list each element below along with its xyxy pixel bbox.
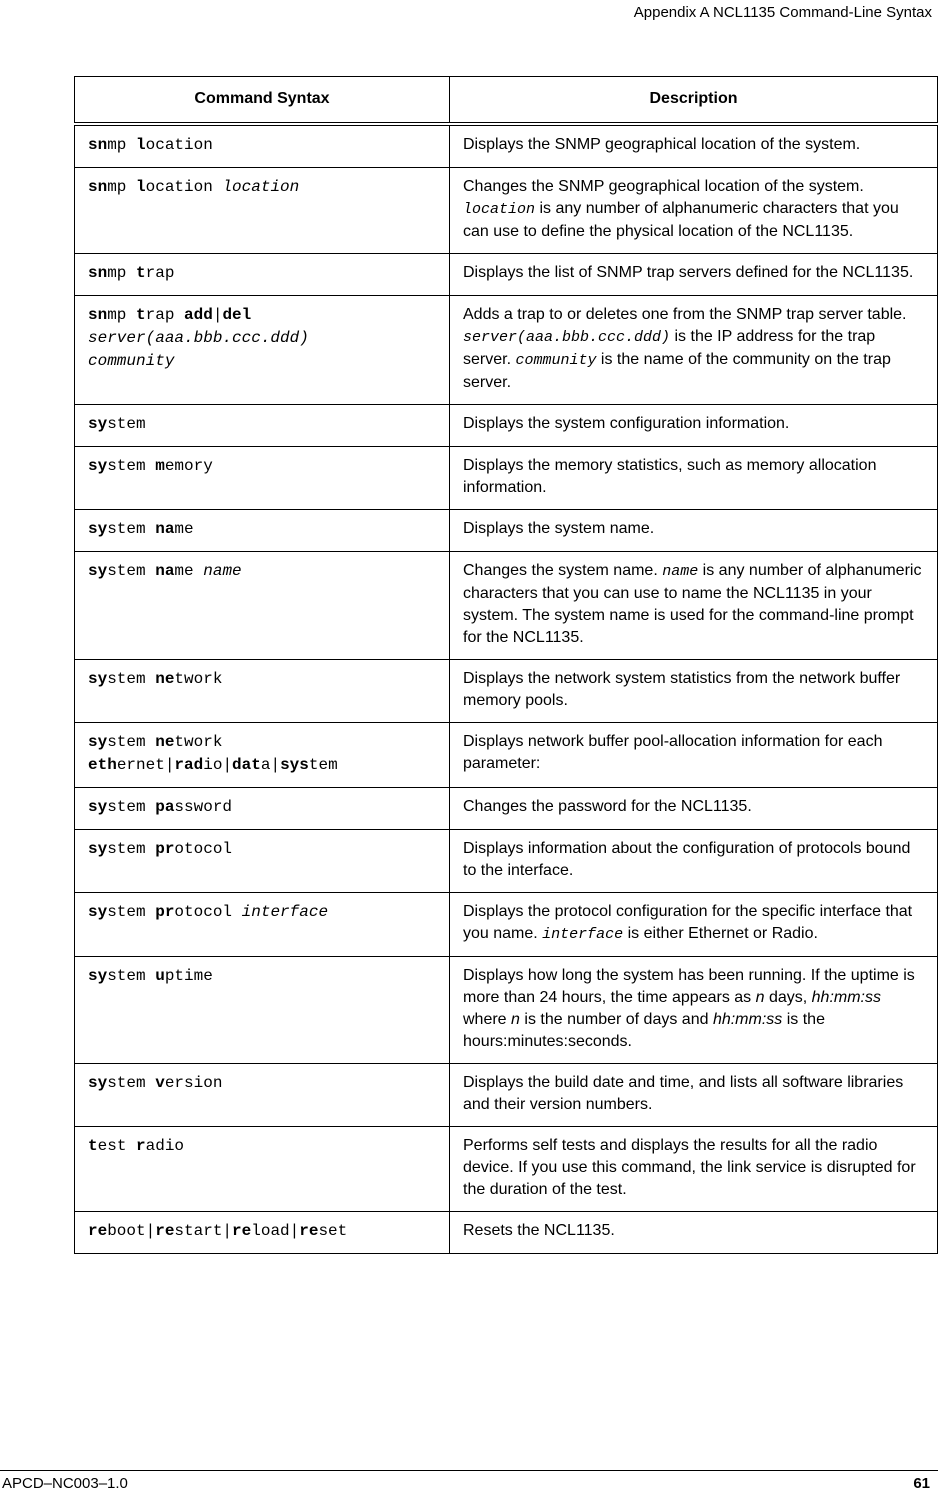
- command-token: ocation: [145, 178, 223, 196]
- command-token: sn: [88, 178, 108, 196]
- description-cell: [450, 552, 938, 660]
- command-token: stem: [107, 798, 156, 816]
- table-row: [75, 830, 938, 893]
- command-token: sy: [88, 840, 108, 858]
- command-token: ssword: [174, 798, 233, 816]
- command-token: sy: [88, 562, 108, 580]
- command-token: stem: [107, 670, 156, 688]
- description-text: [463, 1135, 925, 1201]
- table-row: [75, 168, 938, 254]
- description-fragment: Displays the build date and time, and lists all software libraries and their version numbers.: [463, 1074, 904, 1113]
- command-token: ptime: [164, 967, 213, 985]
- running-head: Appendix A NCL1135 Command-Line Syntax: [633, 4, 932, 21]
- footer-doc-id: APCD–NC003–1.0: [2, 1475, 128, 1492]
- command-token: set: [318, 1222, 348, 1240]
- description-fragment: is the hours:minutes:seconds.: [463, 1011, 825, 1050]
- command-syntax: [88, 262, 437, 285]
- parameter-token: name: [662, 563, 699, 580]
- table-row: [75, 447, 938, 510]
- table-row: [75, 1064, 938, 1127]
- command-token: start|: [174, 1222, 233, 1240]
- command-token: sy: [88, 733, 108, 751]
- description-fragment: Displays information about the configuration of protocols bound to the interface.: [463, 840, 911, 879]
- description-text: [463, 838, 925, 882]
- command-token: l: [136, 178, 146, 196]
- description-cell: [450, 1212, 938, 1254]
- table-row: [75, 723, 938, 788]
- description-cell: [450, 168, 938, 254]
- description-fragment: Performs self tests and displays the results for all the radio device. If you use this command, the link service is disrupted for the duration of the test.: [463, 1137, 916, 1198]
- command-token: stem: [107, 1074, 156, 1092]
- description-fragment: n: [755, 989, 765, 1006]
- command-token: dat: [232, 756, 261, 774]
- command-syntax: [88, 560, 437, 583]
- description-text: [463, 262, 925, 284]
- description-cell: [450, 893, 938, 957]
- command-token: mp: [107, 306, 137, 324]
- column-header-command: Command Syntax: [75, 77, 450, 125]
- table-row: [75, 405, 938, 447]
- description-fragment: Displays the list of SNMP trap servers defined for the NCL1135.: [463, 264, 914, 281]
- description-fragment: is the IP address for the trap server.: [463, 328, 876, 368]
- description-fragment: Displays the network system statistics from the network buffer memory pools.: [463, 670, 901, 709]
- command-token: sy: [88, 457, 108, 475]
- table-row: [75, 1212, 938, 1254]
- description-text: [463, 176, 925, 243]
- command-table: [74, 76, 938, 1254]
- command-token: rap: [145, 264, 175, 282]
- command-token: name: [203, 562, 242, 580]
- command-syntax: [88, 901, 437, 924]
- description-fragment: is any number of alphanumeric characters that you can use to name the NCL1135 in your system. The system name is used for the command-line prompt for the NCL1135.: [463, 562, 922, 646]
- command-token: community: [88, 352, 175, 370]
- command-token: me: [174, 562, 204, 580]
- command-token: io|: [203, 756, 233, 774]
- description-fragment: Adds a trap to or deletes one from the SNMP trap server table.: [463, 306, 907, 323]
- table-row: [75, 510, 938, 552]
- table-body: [75, 124, 938, 1254]
- command-syntax: [88, 1135, 437, 1158]
- column-header-description: Description: [450, 77, 938, 125]
- description-fragment: Changes the SNMP geographical location of the system.: [463, 178, 864, 195]
- command-syntax-cell: [75, 788, 450, 830]
- command-token: twork: [174, 733, 223, 751]
- table-row: [75, 660, 938, 723]
- command-token: stem: [107, 520, 156, 538]
- table-row: [75, 893, 938, 957]
- command-token: stem: [107, 733, 156, 751]
- command-token: location: [222, 178, 300, 196]
- description-cell: [450, 405, 938, 447]
- command-syntax: [88, 134, 437, 157]
- command-syntax-cell: [75, 830, 450, 893]
- command-syntax: [88, 304, 437, 373]
- command-syntax-cell: [75, 510, 450, 552]
- command-token: t: [88, 1137, 98, 1155]
- command-token: mp: [107, 264, 137, 282]
- description-fragment: Displays network buffer pool-allocation information for each parameter:: [463, 733, 883, 772]
- command-token: emory: [164, 457, 213, 475]
- command-token: me: [174, 520, 194, 538]
- command-token: stem: [107, 415, 146, 433]
- description-text: [463, 413, 925, 435]
- command-token: t: [136, 306, 146, 324]
- command-token: |: [212, 306, 223, 324]
- description-cell: [450, 296, 938, 405]
- command-syntax-cell: [75, 405, 450, 447]
- table-header-row: [75, 77, 938, 125]
- description-fragment: is any number of alphanumeric characters that you can use to define the physical location of the NCL1135.: [463, 200, 899, 240]
- command-token: re: [88, 1222, 108, 1240]
- command-token: otocol: [174, 840, 233, 858]
- description-fragment: is the name of the community on the trap server.: [463, 351, 891, 391]
- description-text: [463, 731, 925, 775]
- page-number: 61: [913, 1475, 930, 1492]
- command-token: na: [155, 520, 175, 538]
- command-syntax: [88, 1220, 437, 1243]
- command-token: stem: [107, 840, 156, 858]
- description-fragment: Displays the system configuration information.: [463, 415, 790, 432]
- command-token: del: [222, 306, 252, 324]
- command-token: twork: [174, 670, 223, 688]
- parameter-token: location: [463, 201, 536, 218]
- command-syntax-cell: [75, 168, 450, 254]
- description-text: [463, 455, 925, 499]
- command-token: sn: [88, 136, 108, 154]
- description-cell: [450, 254, 938, 296]
- command-token: interface: [241, 903, 329, 921]
- command-syntax-cell: [75, 957, 450, 1064]
- command-token: a|: [260, 756, 281, 774]
- command-token: stem: [107, 967, 156, 985]
- command-token: sy: [88, 520, 108, 538]
- description-fragment: Displays the memory statistics, such as memory allocation information.: [463, 457, 877, 496]
- command-token: adio: [145, 1137, 185, 1155]
- description-cell: [450, 510, 938, 552]
- description-cell: [450, 1064, 938, 1127]
- description-text: [463, 796, 925, 818]
- command-syntax: [88, 518, 437, 541]
- description-cell: [450, 660, 938, 723]
- table-row: [75, 788, 938, 830]
- description-fragment: Displays how long the system has been running. If the uptime is more than 24 hours, the time appears as: [463, 967, 915, 1006]
- description-fragment: Displays the SNMP geographical location of the system.: [463, 136, 861, 153]
- command-syntax-cell: [75, 1064, 450, 1127]
- description-text: [463, 1220, 925, 1242]
- command-token: sy: [88, 967, 108, 985]
- command-token: est: [97, 1137, 137, 1155]
- description-text: [463, 965, 925, 1053]
- command-token: re: [155, 1222, 175, 1240]
- command-syntax-cell: [75, 660, 450, 723]
- command-token: na: [155, 562, 175, 580]
- command-token: ernet|: [116, 756, 175, 774]
- description-text: [463, 668, 925, 712]
- command-syntax-cell: [75, 124, 450, 168]
- command-token: stem: [107, 903, 156, 921]
- table-row: [75, 296, 938, 405]
- description-text: [463, 134, 925, 156]
- command-syntax-cell: [75, 723, 450, 788]
- description-fragment: is either Ethernet or Radio.: [623, 925, 818, 942]
- command-token: m: [155, 457, 165, 475]
- table-row: [75, 1127, 938, 1212]
- description-cell: [450, 124, 938, 168]
- description-fragment: hh:mm:ss: [811, 989, 881, 1006]
- command-token: ocation: [145, 136, 213, 154]
- command-token: rad: [174, 756, 204, 774]
- command-syntax: [88, 413, 437, 436]
- command-syntax-cell: [75, 1127, 450, 1212]
- command-token: sn: [88, 306, 108, 324]
- command-token: load|: [251, 1222, 300, 1240]
- description-cell: [450, 788, 938, 830]
- command-token: stem: [107, 457, 156, 475]
- description-fragment: Displays the system name.: [463, 520, 655, 537]
- description-cell: [450, 1127, 938, 1212]
- command-token: stem: [107, 562, 156, 580]
- command-token: mp: [107, 136, 137, 154]
- command-syntax-cell: [75, 447, 450, 510]
- command-syntax: [88, 176, 437, 199]
- command-token: pr: [155, 903, 175, 921]
- command-token: otocol: [174, 903, 242, 921]
- command-token: add: [184, 306, 213, 324]
- description-fragment: n: [511, 1011, 520, 1028]
- command-token: sy: [88, 903, 108, 921]
- command-token: t: [136, 264, 146, 282]
- command-syntax: [88, 455, 437, 478]
- table-row: [75, 552, 938, 660]
- parameter-token: community: [515, 352, 597, 369]
- command-syntax: [88, 731, 437, 777]
- command-token: re: [299, 1222, 319, 1240]
- description-fragment: Resets the NCL1135.: [463, 1222, 615, 1239]
- parameter-token: interface: [542, 926, 624, 943]
- command-token: v: [155, 1074, 165, 1092]
- command-syntax-cell: [75, 296, 450, 405]
- command-token: r: [136, 1137, 146, 1155]
- description-fragment: hh:mm:ss: [712, 1011, 783, 1028]
- command-token: server(aaa.bbb.ccc.ddd): [88, 329, 309, 347]
- command-token: ne: [155, 670, 175, 688]
- command-token: re: [232, 1222, 252, 1240]
- description-text: [463, 901, 925, 946]
- description-fragment: Changes the system name.: [463, 562, 663, 579]
- command-token: tem: [308, 756, 338, 774]
- description-fragment: where: [463, 1011, 512, 1028]
- command-token: sys: [280, 756, 309, 774]
- description-cell: [450, 830, 938, 893]
- command-token: sy: [88, 415, 108, 433]
- description-fragment: is the number of days and: [519, 1011, 713, 1028]
- description-text: [463, 560, 925, 649]
- command-token: pr: [155, 840, 175, 858]
- table-row: [75, 957, 938, 1064]
- command-token: u: [155, 967, 165, 985]
- command-syntax-cell: [75, 893, 450, 957]
- command-token: ersion: [164, 1074, 223, 1092]
- description-fragment: Changes the password for the NCL1135.: [463, 798, 752, 815]
- command-syntax-cell: [75, 254, 450, 296]
- command-token: pa: [155, 798, 175, 816]
- command-syntax: [88, 796, 437, 819]
- footer-rule: [0, 1470, 938, 1471]
- description-cell: [450, 957, 938, 1064]
- description-text: [463, 1072, 925, 1116]
- command-token: mp: [107, 178, 137, 196]
- parameter-token: server(aaa.bbb.ccc.ddd): [463, 329, 671, 346]
- command-syntax: [88, 1072, 437, 1095]
- command-token: boot|: [107, 1222, 156, 1240]
- command-token: ne: [155, 733, 175, 751]
- table-row: [75, 254, 938, 296]
- description-cell: [450, 447, 938, 510]
- description-fragment: Displays the protocol configuration for the specific interface that you name.: [463, 903, 913, 942]
- command-syntax-cell: [75, 552, 450, 660]
- command-syntax-cell: [75, 1212, 450, 1254]
- description-cell: [450, 723, 938, 788]
- command-token: sn: [88, 264, 108, 282]
- command-syntax: [88, 965, 437, 988]
- command-token: sy: [88, 670, 108, 688]
- description-text: [463, 518, 925, 540]
- table-row: [75, 124, 938, 168]
- command-token: eth: [88, 756, 117, 774]
- command-token: l: [136, 136, 146, 154]
- command-token: sy: [88, 798, 108, 816]
- command-token: rap: [145, 306, 185, 324]
- command-syntax: [88, 668, 437, 691]
- command-token: sy: [88, 1074, 108, 1092]
- description-fragment: days,: [764, 989, 812, 1006]
- command-syntax: [88, 838, 437, 861]
- description-text: [463, 304, 925, 394]
